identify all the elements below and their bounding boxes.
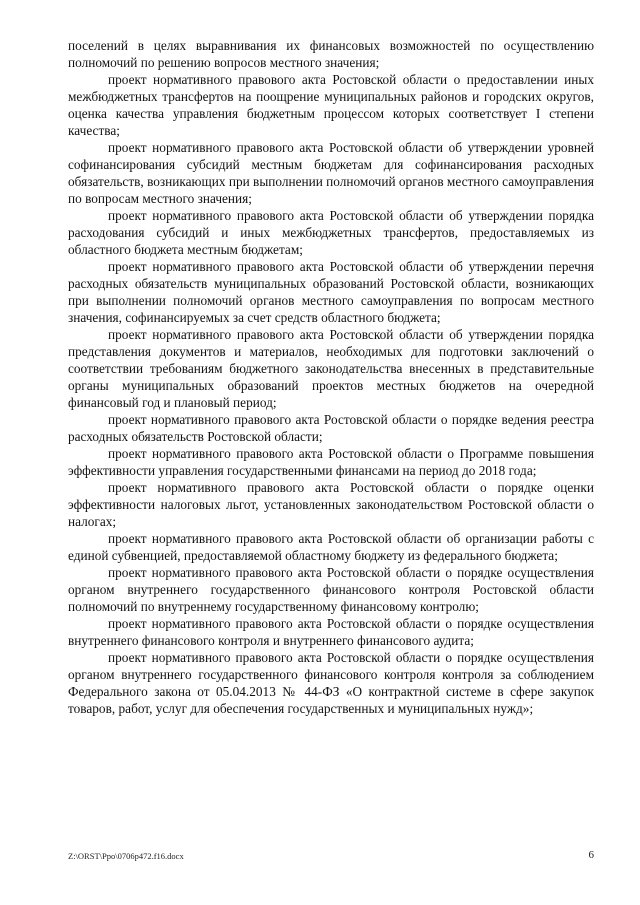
paragraph: проект нормативного правового акта Ростовской области о Программе повышения эффективности управления государственными финансами на период до 2018 года; [68,446,594,478]
paragraph: проект нормативного правового акта Ростовской области о порядке оценки эффективности налоговых льгот, установленных законодательством Ростовской области о налогах; [68,480,594,529]
paragraph: поселений в целях выравнивания их финансовых возможностей по осуществлению полномочий по решению вопросов местного значения; [68,38,594,70]
paragraph: проект нормативного правового акта Ростовской области о порядке осуществления органом внутреннего государственного финансового контроля контроля за соблюдением Федерального закона от 05.04.2013 № 44-ФЗ «О контрактной системе в сфере закупок товаров, работ, услуг для обеспечения государственных и муниципальных нужд»; [68,650,594,716]
paragraph: проект нормативного правового акта Ростовской области об утверждении уровней софинансирования субсидий местным бюджетам для софинансирования расходных обязательств, возникающих при выполнении полномочий органов местного самоуправления по вопросам местного значения; [68,140,594,206]
paragraph: проект нормативного правового акта Ростовской области о порядке осуществления органом внутреннего государственного финансового контроля Ростовской области полномочий по внутреннему государственному финансовому контролю; [68,565,594,614]
paragraph: проект нормативного правового акта Ростовской области о предоставлении иных межбюджетных трансфертов на поощрение муниципальных районов и городских округов, оценка качества управления бюджетным процессом которых соответствует I степени качества; [68,72,594,138]
page-number: 6 [588,849,594,861]
paragraph: проект нормативного правового акта Ростовской области об утверждении порядка представления документов и материалов, необходимых для подготовки заключений о соответствии требованиям бюджетного законодательства внесенных в представительные органы муниципальных образований проектов местных бюджетов на очередной финансовый год и плановый период; [68,327,594,410]
paragraph: проект нормативного правового акта Ростовской области о порядке осуществления внутреннего финансового контроля и внутреннего финансового аудита; [68,616,594,648]
paragraph: проект нормативного правового акта Ростовской области о порядке ведения реестра расходных обязательств Ростовской области; [68,412,594,444]
paragraph: проект нормативного правового акта Ростовской области об организации работы с единой субвенцией, предоставляемой областному бюджету из федерального бюджета; [68,531,594,563]
document-body [68,37,594,717]
paragraph: проект нормативного правового акта Ростовской области об утверждении перечня расходных обязательств муниципальных образований Ростовской области, возникающих при выполнении полномочий органов местного самоуправления по вопросам местного значения, софинансируемых за счет средств областного бюджета; [68,259,594,325]
footer-file-path: Z:\ORST\Ppo\0706p472.f16.docx [68,851,184,861]
paragraph: проект нормативного правового акта Ростовской области об утверждении порядка расходования субсидий и иных межбюджетных трансфертов, предоставляемых из областного бюджета местным бюджетам; [68,208,594,257]
